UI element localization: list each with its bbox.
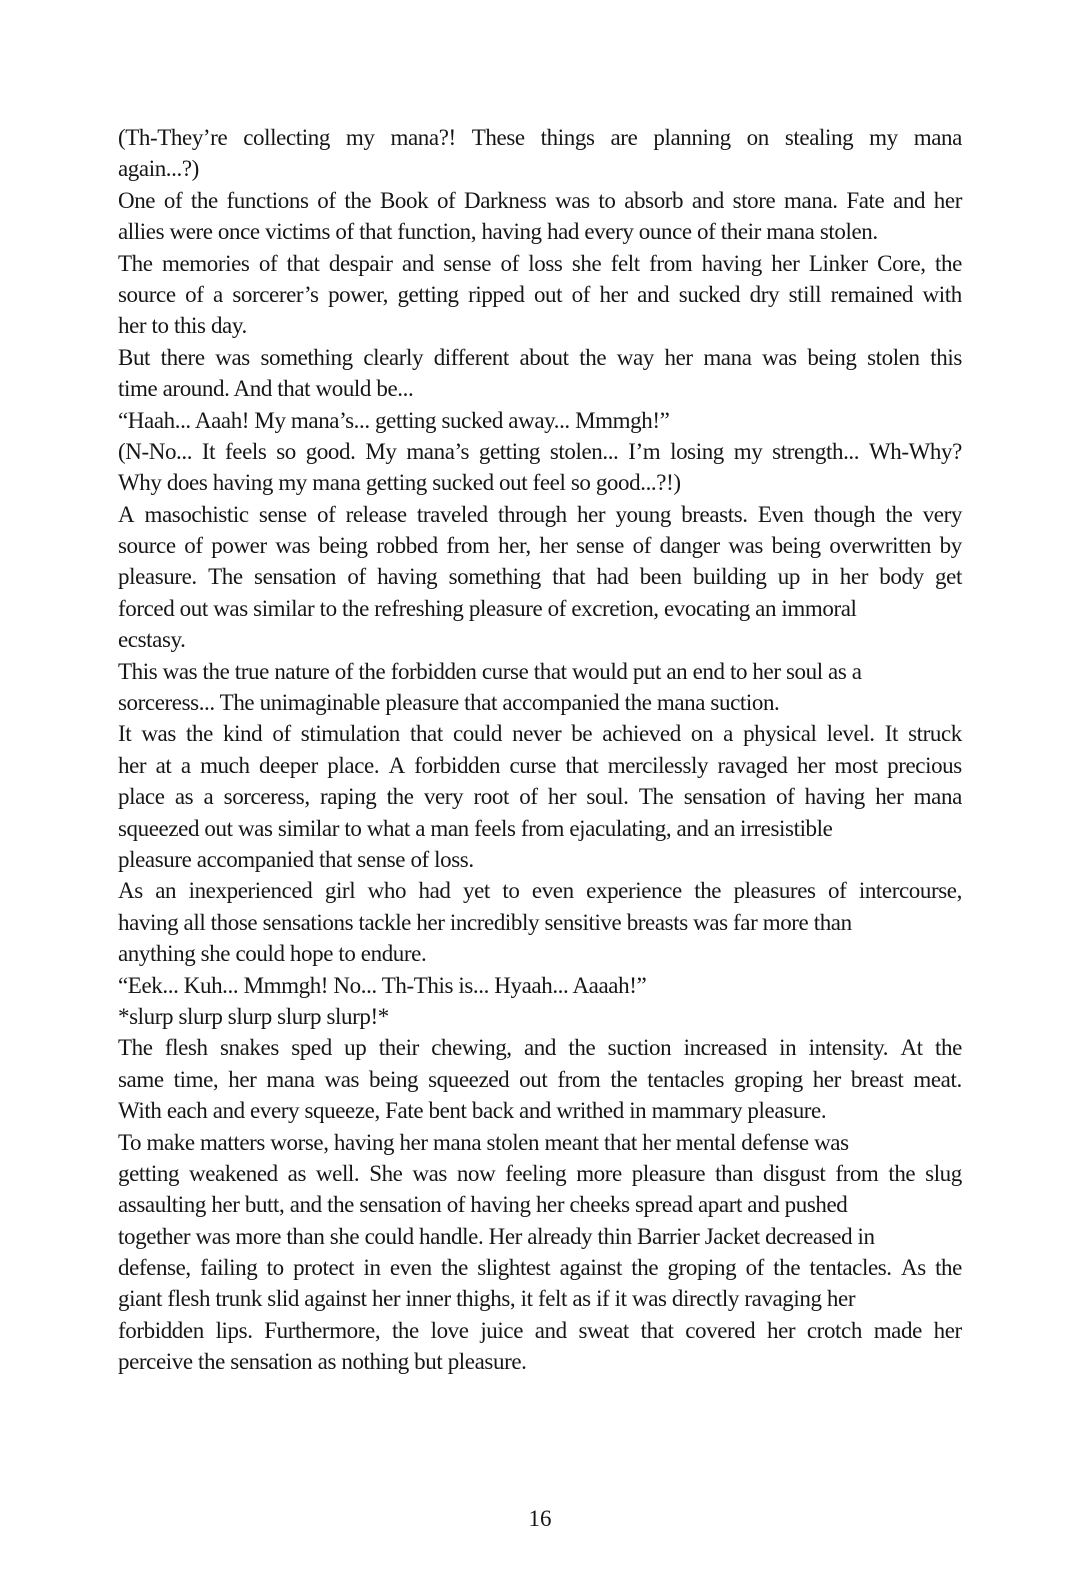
text-line: defense, failing to protect in even the slightest against the groping of the tentacles. As the [118, 1255, 962, 1281]
body-text [118, 122, 962, 1378]
text-line: pleasure accompanied that sense of loss. [118, 846, 474, 872]
text-line: giant flesh trunk slid against her inner thighs, it felt as if it was directly ravaging her [118, 1286, 856, 1312]
text-line: As an inexperienced girl who had yet to even experience the pleasures of intercourse, [118, 878, 962, 904]
text-line: The flesh snakes sped up their chewing, and the suction increased in intensity. At the [118, 1035, 962, 1061]
text-line: (Th-They’re collecting my mana?! These things are planning on stealing my mana [118, 125, 962, 150]
text-line: A masochistic sense of release traveled through her young breasts. Even though the very [118, 501, 962, 527]
text-line: source of power was being robbed from her, her sense of danger was being overwritten by [118, 533, 962, 559]
text-line: same time, her mana was being squeezed out from the tentacles groping her breast meat. [118, 1066, 962, 1092]
text-line: having all those sensations tackle her incredibly sensitive breasts was far more than [118, 909, 852, 935]
text-line: allies were once victims of that function, having had every ounce of their mana stolen. [118, 219, 878, 245]
text-line: *slurp slurp slurp slurp slurp!* [118, 1003, 389, 1029]
text-line: To make matters worse, having her mana stolen meant that her mental defense was [118, 1129, 849, 1155]
text-line: ecstasy. [118, 627, 186, 653]
text-line: her to this day. [118, 313, 247, 339]
text-line: With each and every squeeze, Fate bent back and writhed in mammary pleasure. [118, 1098, 827, 1124]
text-line: forced out was similar to the refreshing pleasure of excretion, evocating an immoral [118, 595, 857, 621]
text-line: It was the kind of stimulation that could never be achieved on a physical level. It struck [118, 721, 962, 747]
text-line: This was the true nature of the forbidden curse that would put an end to her soul as a [118, 658, 862, 684]
text-line: again...?) [118, 156, 199, 182]
text-line: squeezed out was similar to what a man feels from ejaculating, and an irresistible [118, 815, 833, 841]
text-line: “Haah... Aaah! My mana’s... getting sucked away... Mmmgh!” [118, 407, 670, 433]
text-line: perceive the sensation as nothing but pleasure. [118, 1349, 527, 1375]
text-line: place as a sorceress, raping the very root of her soul. The sensation of having her mana [118, 784, 962, 810]
text-line: together was more than she could handle. Her already thin Barrier Jacket decreased in [118, 1223, 875, 1249]
text-line: her at a much deeper place. A forbidden curse that mercilessly ravaged her most precious [118, 752, 962, 778]
text-line: assaulting her butt, and the sensation of having her cheeks spread apart and pushed [118, 1192, 848, 1218]
text-line: But there was something clearly different about the way her mana was being stolen this [118, 344, 962, 370]
text-line: forbidden lips. Furthermore, the love juice and sweat that covered her crotch made her [118, 1317, 962, 1343]
text-line: (N-No... It feels so good. My mana’s getting stolen... I’m losing my strength... Wh-Why? [118, 438, 962, 464]
text-line: anything she could hope to endure. [118, 941, 427, 967]
text-line: time around. And that would be... [118, 376, 414, 402]
text-line: getting weakened as well. She was now feeling more pleasure than disgust from the slug [118, 1160, 962, 1186]
text-line: One of the functions of the Book of Darkness was to absorb and store mana. Fate and her [118, 187, 962, 213]
text-line: Why does having my mana getting sucked out feel so good...?!) [118, 470, 681, 496]
text-line: “Eek... Kuh... Mmmgh! No... Th-This is... Hyaah... Aaaah!” [118, 972, 647, 998]
page-number: 16 [528, 1506, 552, 1531]
text-line: source of a sorcerer’s power, getting ripped out of her and sucked dry still remained with [118, 281, 962, 307]
text-line: sorceress... The unimaginable pleasure that accompanied the mana suction. [118, 690, 780, 716]
text-line: pleasure. The sensation of having something that had been building up in her body get [118, 564, 962, 590]
text-line: The memories of that despair and sense of loss she felt from having her Linker Core, the [118, 250, 962, 276]
